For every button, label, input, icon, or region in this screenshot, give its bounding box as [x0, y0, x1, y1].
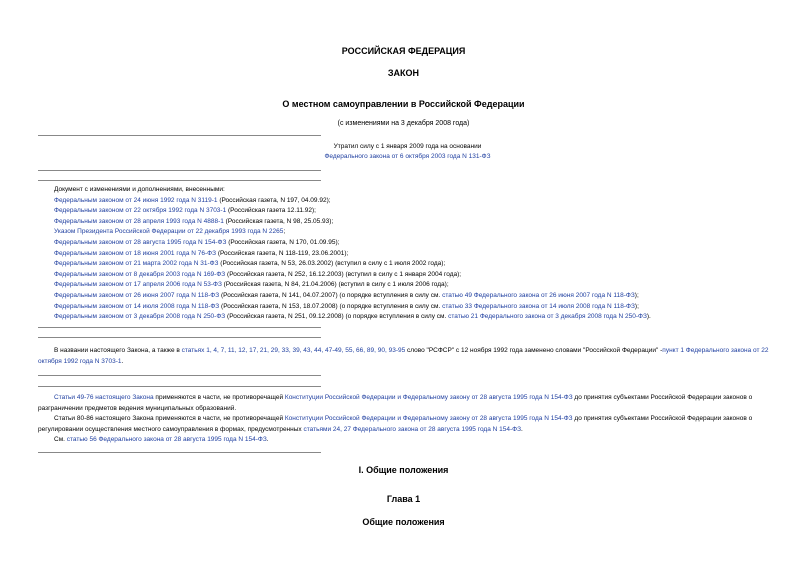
lost-force-note — [300, 142, 515, 162]
amendment-source: (Российская газета, N 170, 01.09.95); — [226, 238, 340, 246]
amendment-source: (Российская газета, N 141, 04.07.2007) (о порядке вступления в силу см. — [219, 291, 443, 299]
amended-note: (с изменениями на 3 декабря 2008 года) — [337, 120, 470, 127]
amendment-link[interactable]: Федеральным законом от 14 июля 2008 года N 118-ФЗ — [54, 302, 220, 310]
amendment-item — [54, 302, 651, 313]
articles-link[interactable]: статьях 1, 4, 7, 11, 12, 17, 21, 29, 33, 39, 43, 44, 47-49, 55, 66, 89, 90, 93-95 — [181, 347, 406, 354]
amendment-link[interactable]: Федеральным законом от 28 августа 1995 года N 154-ФЗ — [54, 238, 227, 246]
amendment-item — [54, 196, 651, 207]
amendment-link[interactable]: Федеральным законом от 8 декабря 2003 года N 169-ФЗ — [54, 270, 226, 278]
section-title: I. Общие положения — [358, 465, 449, 475]
amendment-link[interactable]: Федеральным законом от 3 декабря 2008 года N 250-ФЗ — [54, 313, 226, 321]
lost-force-text: Утратил силу с 1 января 2009 года на основании — [333, 143, 482, 150]
amendment-source: ; — [283, 228, 286, 236]
law-name-title: О местном самоуправлении в Российской Федерации — [282, 99, 525, 109]
amendment-link[interactable]: Федеральным законом от 18 июня 2001 года N 76-ФЗ — [54, 249, 217, 257]
note-text: до принятия субъектами Российской Федерации законов о разграничении предметов ведения муниципальных образований. — [38, 394, 753, 412]
note-rsfsr-replacement — [38, 346, 790, 367]
chapter-title: Глава 1 — [386, 494, 421, 504]
amendment-source: (Российская газета, N 153, 18.07.2008) (о порядке вступления в силу см. — [219, 302, 443, 310]
amendment-source: (Российская газета, N 251, 09.12.2008) (о порядке вступления в силу см. — [225, 313, 449, 321]
amendment-link[interactable]: Федеральным законом от 28 апреля 1993 года N 4888-1 — [54, 217, 224, 225]
articles-24-27-link[interactable]: статьями 24, 27 Федерального закона от 28 августа 1995 года N 154-ФЗ — [303, 425, 522, 433]
amendments-header: Документ с изменениями и дополнениями, внесенными: — [54, 186, 225, 193]
amendment-link[interactable]: Федеральным законом от 22 октября 1992 года N 3703-1 — [54, 207, 227, 215]
note-text: . — [266, 436, 269, 443]
amendment-source: (Российская газета, N 98, 25.05.93); — [223, 217, 334, 225]
amendment-item — [54, 291, 651, 302]
note-text: слово "РСФСР" с 12 ноября 1992 года заменено словами "Российской Федерации" - — [405, 347, 663, 354]
amendment-source: ); — [634, 302, 639, 310]
amendment-item — [54, 270, 651, 281]
constitution-link[interactable]: Конституции Российской Федерации и Федеральному закону от 28 августа 1995 года N 154-ФЗ — [284, 394, 573, 401]
divider — [38, 180, 321, 181]
divider — [38, 386, 321, 387]
amendment-item — [54, 259, 651, 270]
amendment-item — [54, 227, 651, 238]
amendment-item — [54, 312, 651, 323]
amendment-source: (Российская газета, N 252, 16.12.2003) (вступил в силу с 1 января 2004 года); — [225, 270, 462, 278]
amendment-source: ). — [646, 313, 651, 321]
amendment-item — [54, 238, 651, 249]
amendment-source: (Российская газета, N 118-119, 23.06.2001); — [216, 249, 349, 257]
amendment-item — [54, 249, 651, 260]
amendment-entry-link[interactable]: статью 21 Федерального закона от 3 декабря 2008 года N 250-ФЗ — [448, 313, 647, 321]
divider — [38, 327, 321, 328]
amendment-source: (Российская газета, N 53, 26.03.2002) (вступил в силу с 1 июля 2002 года); — [218, 260, 446, 268]
document-country-title: РОССИЙСКАЯ ФЕДЕРАЦИЯ — [341, 46, 466, 56]
divider — [38, 452, 321, 453]
amendment-item — [54, 206, 651, 217]
amendment-link[interactable]: Федеральным законом от 24 июня 1992 года N 3119-1 — [54, 196, 218, 204]
amendment-source: (Российская газета, N 84, 21.04.2006) (вступил в силу с 1 июля 2006 года); — [221, 281, 449, 289]
amendment-entry-link[interactable]: статью 49 Федерального закона от 26 июня 2007 года N 118-ФЗ — [442, 291, 635, 299]
lost-force-link[interactable]: Федерального закона от 6 октября 2003 года N 131-ФЗ — [324, 153, 491, 160]
note-text: Статьи 80-86 настоящего Закона применяются в части, не противоречащей — [54, 415, 285, 422]
divider — [38, 135, 321, 136]
amendment-source: (Российская газета, N 197, 04.09.92); — [217, 196, 331, 204]
amendment-source: ); — [634, 291, 639, 299]
amendment-item — [54, 280, 651, 291]
note-text: . — [121, 357, 124, 365]
amendment-entry-link[interactable]: статью 33 Федерального закона от 14 июля 2008 года N 118-ФЗ — [442, 302, 635, 310]
note-text: применяются в части, не противоречащей — [153, 394, 285, 401]
articles-49-76-link[interactable]: Статьи 49-76 настоящего Закона — [54, 394, 154, 401]
amendment-item — [54, 217, 651, 228]
constitution-link[interactable]: Конституции Российской Федерации и Федеральному закону от 28 августа 1995 года N 154-ФЗ — [284, 415, 573, 422]
amendment-link[interactable]: Федеральным законом от 26 июня 2007 года N 118-ФЗ — [54, 291, 220, 299]
divider — [38, 337, 321, 338]
note-text: В названии настоящего Закона, а также в — [54, 347, 182, 354]
divider — [38, 375, 321, 376]
amendment-link[interactable]: Федеральным законом от 17 апреля 2006 года N 53-ФЗ — [54, 281, 222, 289]
amendment-link[interactable]: Указом Президента Российской Федерации от 22 декабря 1993 года N 2265 — [54, 228, 284, 236]
note-text: . — [521, 425, 523, 433]
amendments-list — [54, 185, 651, 323]
chapter-name: Общие положения — [362, 517, 445, 527]
divider — [38, 170, 321, 171]
amendment-link[interactable]: Федеральным законом от 21 марта 2002 года N 31-ФЗ — [54, 260, 219, 268]
note-see-article-56 — [38, 435, 790, 446]
note-articles-49-76 — [38, 393, 790, 414]
amendment-source: (Российская газета 12.11.92); — [226, 207, 316, 215]
note-text: до принятия субъектами Российской Федерации законов о регулировании осуществления местного самоуправления в формах, предусмотренных — [38, 415, 753, 433]
law-3703-link[interactable]: пункт 1 Федерального закона от 22 октября 1992 года N 3703-1 — [38, 347, 769, 365]
document-type-title: ЗАКОН — [387, 68, 420, 78]
note-text: См. — [54, 436, 67, 443]
article-56-link[interactable]: статью 56 Федерального закона от 28 августа 1995 года N 154-ФЗ — [66, 436, 267, 443]
note-articles-80-86 — [38, 414, 790, 435]
